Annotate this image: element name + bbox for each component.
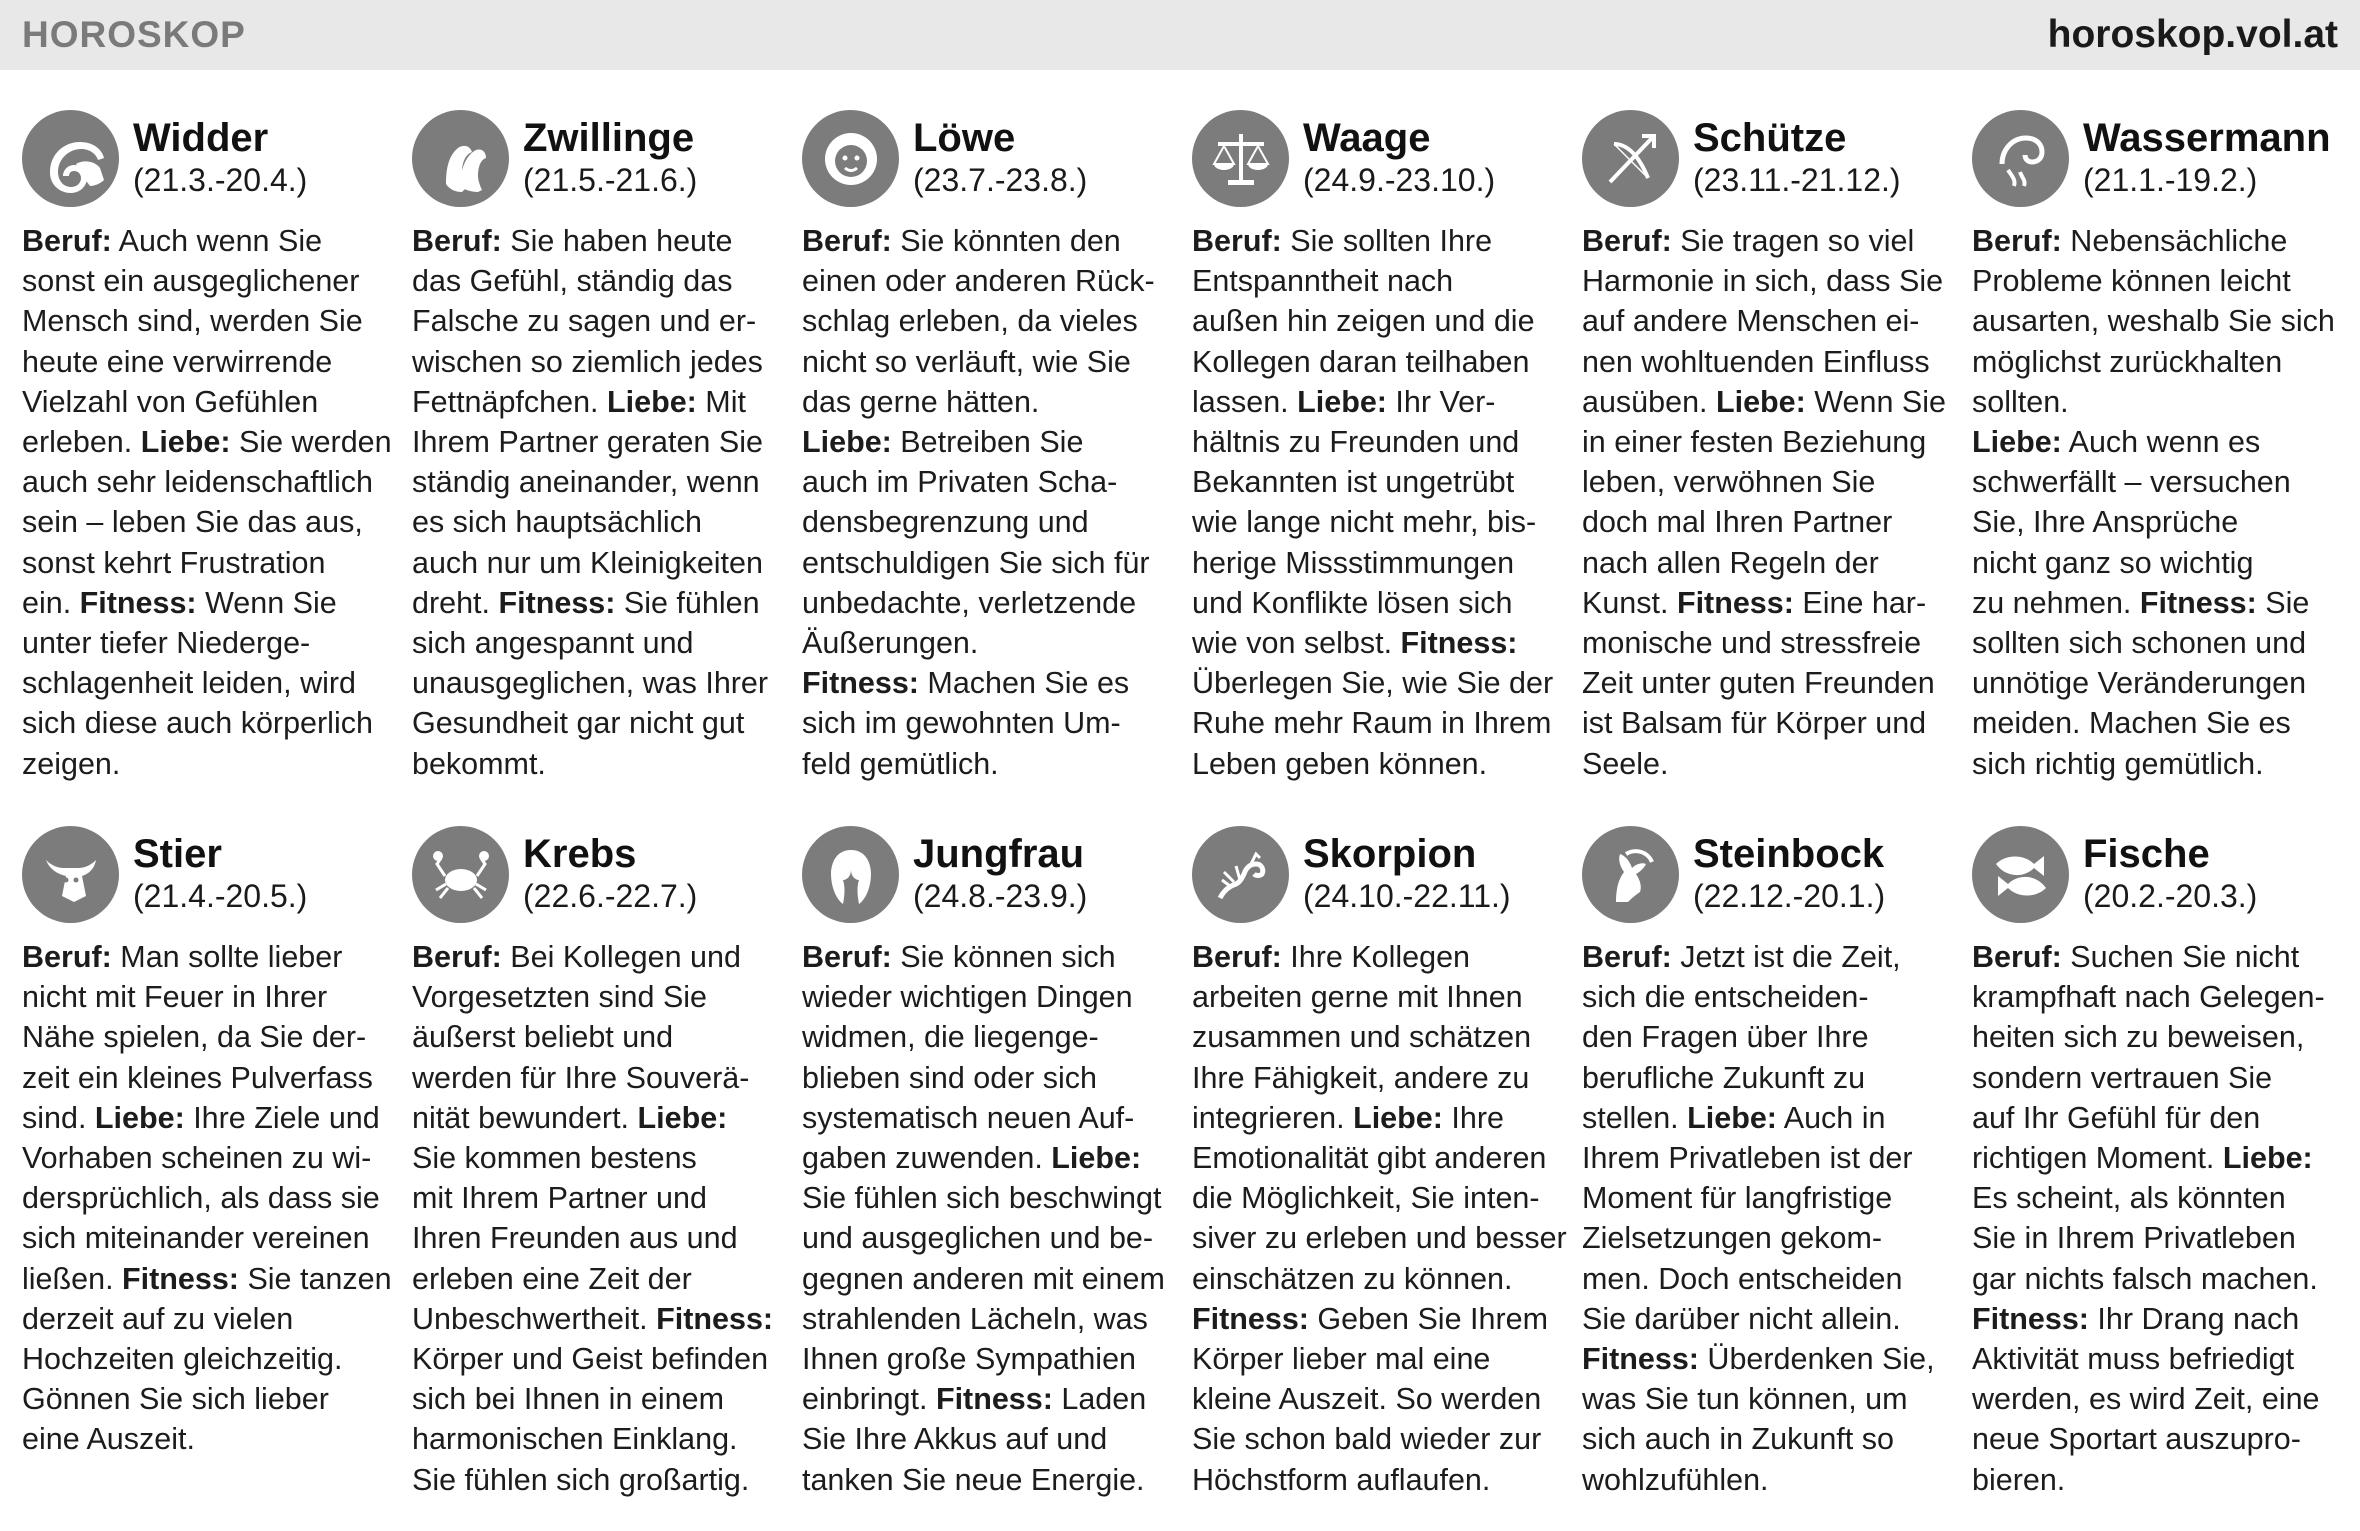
- text-line: sich die entscheiden-: [1582, 980, 1869, 1015]
- text-line: Sie in Ihrem Privatleben: [1972, 1221, 2296, 1256]
- text-line: Fettnäpfchen. Liebe: Mit: [412, 384, 746, 419]
- twins-icon: [412, 110, 509, 207]
- text-line: Körper lieber mal eine: [1192, 1342, 1491, 1377]
- text-line: und Konflikte lösen sich: [1192, 585, 1513, 620]
- sign-name: Krebs: [523, 832, 637, 876]
- text-line: einschätzen zu können.: [1192, 1261, 1513, 1296]
- text-line: auf Ihr Gefühl für den: [1972, 1100, 2261, 1135]
- text-line: Sie fühlen sich großartig.: [412, 1462, 750, 1497]
- text-line: lassen. Liebe: Ihr Ver-: [1192, 384, 1496, 419]
- ram-icon: [22, 110, 119, 207]
- sign-header: [22, 826, 390, 931]
- sign-dates: (20.2.-20.3.): [2083, 878, 2258, 914]
- text-line: Sie fühlen sich beschwingt: [802, 1181, 1162, 1216]
- sign-jungfrau: [802, 826, 1170, 1500]
- text-line: den Fragen über Ihre: [1582, 1020, 1869, 1055]
- section-label: Liebe:: [802, 425, 892, 460]
- section-label: Beruf:: [1192, 940, 1282, 974]
- text-line: unter tiefer Niederge-: [22, 626, 311, 661]
- text-line: Überlegen Sie, wie Sie der: [1192, 666, 1554, 701]
- section-label: Beruf:: [1972, 224, 2062, 258]
- sign-name: Schütze: [1693, 116, 1847, 160]
- text-line: auch im Privaten Scha-: [802, 465, 1118, 500]
- text-line: Vorgesetzten sind Sie: [412, 980, 708, 1015]
- sign-name: Wassermann: [2083, 116, 2331, 160]
- text-line: harmonischen Einklang.: [412, 1422, 738, 1457]
- text-line: Seele.: [1582, 746, 1669, 781]
- section-label: Fitness:: [79, 585, 197, 620]
- sign-dates: (21.3.-20.4.): [133, 162, 308, 198]
- text-line: gegnen anderen mit einem: [802, 1261, 1165, 1296]
- text-line: Vielzahl von Gefühlen: [22, 384, 319, 419]
- section-label: Fitness:: [498, 585, 616, 620]
- text-line: sich im gewohnten Um-: [802, 706, 1121, 741]
- text-line: Ihnen große Sympathien: [802, 1342, 1137, 1377]
- sign-text: [1192, 221, 1560, 784]
- sign-header: [1192, 826, 1560, 931]
- text-line: sein – leben Sie das aus,: [22, 505, 363, 540]
- text-line: sollten sich schonen und: [1972, 626, 2307, 661]
- text-line: die Möglichkeit, Sie inten-: [1192, 1181, 1540, 1216]
- text-line: äußerst beliebt und: [412, 1020, 674, 1055]
- sign-dates: (24.9.-23.10.): [1303, 162, 1496, 198]
- sign-name: Löwe: [913, 116, 1016, 160]
- text-line: Körper und Geist befinden: [412, 1342, 769, 1377]
- text-line: Sie kommen bestens: [412, 1141, 697, 1176]
- sign-name: Skorpion: [1303, 832, 1477, 876]
- sign-dates: (22.6.-22.7.): [523, 878, 698, 914]
- section-label: Beruf:: [1192, 224, 1282, 258]
- text-line: unausgeglichen, was Ihrer: [412, 666, 769, 701]
- text-line: Beruf: Nebensächliche: [1972, 224, 2288, 258]
- text-line: zeigen.: [22, 746, 121, 781]
- sign-name: Steinbock: [1693, 832, 1885, 876]
- text-line: Fitness: Machen Sie es: [802, 666, 1130, 701]
- text-line: krampfhaft nach Gelegen-: [1972, 980, 2325, 1015]
- text-line: das Gefühl, ständig das: [412, 264, 733, 299]
- text-line: herige Missstimmungen: [1192, 545, 1515, 580]
- section-label: Fitness:: [656, 1301, 774, 1336]
- site-url[interactable]: horoskop.vol.at: [2047, 13, 2338, 56]
- text-line: Beruf: Sie können sich: [802, 940, 1116, 974]
- text-line: nicht ganz so wichtig: [1972, 545, 2254, 580]
- text-line: erleben. Liebe: Sie werden: [22, 425, 392, 460]
- text-line: Harmonie in sich, dass Sie: [1582, 264, 1944, 299]
- text-line: Moment für langfristige: [1582, 1181, 1893, 1216]
- sign-titles: [2083, 110, 2331, 200]
- text-line: Höchstform auflaufen.: [1192, 1462, 1491, 1497]
- text-line: monische und stressfreie: [1582, 626, 1922, 661]
- text-line: unbedachte, verletzende: [802, 585, 1137, 620]
- text-line: Es scheint, als könnten: [1972, 1181, 2286, 1216]
- fish-icon: [1972, 826, 2069, 923]
- sign-fische: [1972, 826, 2340, 1500]
- text-line: Beruf: Man sollte lieber: [22, 940, 343, 974]
- section-label: Beruf:: [1582, 940, 1672, 974]
- text-line: Bekannten ist ungetrübt: [1192, 465, 1515, 500]
- sign-widder: [22, 110, 390, 784]
- text-line: in einer festen Beziehung: [1582, 425, 1927, 460]
- sign-text: [22, 221, 390, 784]
- section-label: Beruf:: [412, 224, 502, 258]
- section-label: Liebe:: [140, 425, 231, 460]
- sign-zwillinge: [412, 110, 780, 784]
- text-line: Ihre Fähigkeit, andere zu: [1192, 1060, 1530, 1095]
- sign-stier: [22, 826, 390, 1460]
- text-line: densbegrenzung und: [802, 505, 1089, 540]
- text-line: einbringt. Fitness: Laden: [802, 1382, 1147, 1417]
- text-line: nen wohltuenden Einfluss: [1582, 344, 1930, 379]
- text-line: berufliche Zukunft zu: [1582, 1060, 1866, 1095]
- text-line: ständig aneinander, wenn: [412, 465, 760, 500]
- sign-header: [412, 110, 780, 215]
- text-line: Fitness: Überdenken Sie,: [1582, 1342, 1935, 1377]
- text-line: auch sehr leidenschaftlich: [22, 465, 373, 500]
- text-line: bieren.: [1972, 1462, 2066, 1497]
- section-label: Fitness:: [1582, 1342, 1699, 1377]
- text-line: schlag erleben, da vieles: [802, 304, 1138, 339]
- sign-titles: [133, 826, 307, 916]
- text-line: Liebe: Auch wenn es: [1972, 425, 2261, 460]
- sign-text: [1972, 937, 2340, 1500]
- sign-titles: [1303, 110, 1495, 200]
- text-line: werden, es wird Zeit, eine: [1972, 1382, 2320, 1417]
- section-label: Fitness:: [1400, 626, 1518, 661]
- text-line: Beruf: Sie haben heute: [412, 224, 733, 258]
- sign-text: [1972, 221, 2340, 784]
- sign-text: [22, 937, 390, 1460]
- sign-titles: [523, 110, 697, 200]
- text-line: Ihrem Partner geraten Sie: [412, 425, 763, 460]
- text-line: wie von selbst. Fitness:: [1192, 626, 1518, 661]
- text-line: Gesundheit gar nicht gut: [412, 706, 745, 741]
- section-label: Liebe:: [607, 384, 697, 419]
- text-line: Beruf: Ihre Kollegen: [1192, 940, 1471, 974]
- sign-header: [412, 826, 780, 931]
- text-line: Ihrem Privatleben ist der: [1582, 1141, 1913, 1176]
- sign-titles: [913, 110, 1087, 200]
- sign-header: [1972, 826, 2340, 931]
- text-line: integrieren. Liebe: Ihre: [1192, 1100, 1504, 1135]
- text-line: Kunst. Fitness: Eine har-: [1582, 585, 1927, 620]
- text-line: Vorhaben scheinen zu wi-: [22, 1141, 372, 1176]
- text-line: Zielsetzungen gekom-: [1582, 1221, 1883, 1256]
- water-bearer-icon: [1972, 110, 2069, 207]
- text-line: dreht. Fitness: Sie fühlen: [412, 585, 760, 620]
- text-line: zeit ein kleines Pulverfass: [22, 1060, 373, 1095]
- text-line: strahlenden Lächeln, was: [802, 1301, 1148, 1336]
- text-line: eine Auszeit.: [22, 1422, 195, 1457]
- section-label: Liebe:: [637, 1100, 728, 1135]
- sign-dates: (22.12.-20.1.): [1693, 878, 1886, 914]
- text-line: Kollegen daran teilhaben: [1192, 344, 1530, 379]
- text-line: unnötige Veränderungen: [1972, 666, 2307, 701]
- text-line: siver zu erleben und besser: [1192, 1221, 1567, 1256]
- text-line: systematisch neuen Auf-: [802, 1100, 1135, 1135]
- text-line: nicht mit Feuer in Ihrer: [22, 980, 328, 1015]
- section-label: Beruf:: [1582, 224, 1672, 258]
- sign-titles: [1303, 826, 1511, 916]
- text-line: wohlzufühlen.: [1582, 1462, 1769, 1497]
- text-line: werden für Ihre Souverä-: [412, 1060, 750, 1095]
- text-line: heute eine verwirrende: [22, 344, 333, 379]
- text-line: auch nur um Kleinigkeiten: [412, 545, 763, 580]
- section-label: Liebe:: [1972, 425, 2062, 460]
- text-line: Zeit unter guten Freunden: [1582, 666, 1935, 701]
- sign-name: Widder: [133, 116, 269, 160]
- section-label: Beruf:: [22, 224, 112, 258]
- text-line: sich auch in Zukunft so: [1582, 1422, 1894, 1457]
- sign-name: Stier: [133, 832, 222, 876]
- text-line: stellen. Liebe: Auch in: [1582, 1100, 1886, 1135]
- sign-header: [1582, 110, 1950, 215]
- archer-icon: [1582, 110, 1679, 207]
- sign-titles: [1693, 110, 1901, 200]
- text-line: nicht so verläuft, wie Sie: [802, 344, 1131, 379]
- text-line: feld gemütlich.: [802, 746, 999, 781]
- sign-dates: (21.5.-21.6.): [523, 162, 698, 198]
- section-label: Fitness:: [1972, 1301, 2089, 1336]
- text-line: ausarten, weshalb Sie sich: [1972, 304, 2335, 339]
- section-label: Beruf:: [802, 224, 892, 258]
- sign-header: [1192, 110, 1560, 215]
- text-line: men. Doch entscheiden: [1582, 1261, 1903, 1296]
- text-line: und ausgeglichen und be-: [802, 1221, 1154, 1256]
- text-line: Ruhe mehr Raum in Ihrem: [1192, 706, 1552, 741]
- text-line: sich diese auch körperlich: [22, 706, 373, 741]
- text-line: schlagenheit leiden, wird: [22, 666, 357, 701]
- sign-dates: (24.8.-23.9.): [913, 878, 1088, 914]
- sign-text: [802, 937, 1170, 1500]
- text-line: was Sie tun können, um: [1582, 1382, 1908, 1417]
- text-line: doch mal Ihren Partner: [1582, 505, 1893, 540]
- sign-loewe: [802, 110, 1170, 784]
- section-label: Liebe:: [1051, 1141, 1142, 1176]
- text-line: Beruf: Suchen Sie nicht: [1972, 940, 2300, 974]
- text-line: Ihren Freunden aus und: [412, 1221, 738, 1256]
- text-line: schwerfällt – versuchen: [1972, 465, 2291, 500]
- sign-dates: (23.7.-23.8.): [913, 162, 1088, 198]
- sign-titles: [913, 826, 1087, 916]
- sign-header: [802, 110, 1170, 215]
- text-line: gar nichts falsch machen.: [1972, 1261, 2318, 1296]
- section-label: Beruf:: [22, 940, 112, 974]
- sign-titles: [133, 110, 307, 200]
- text-line: einen oder anderen Rück-: [802, 264, 1155, 299]
- text-line: Unbeschwertheit. Fitness:: [412, 1301, 774, 1336]
- text-line: heiten sich zu beweisen,: [1972, 1020, 2305, 1055]
- bull-icon: [22, 826, 119, 923]
- section-label: Fitness:: [2139, 585, 2257, 620]
- capricorn-icon: [1582, 826, 1679, 923]
- text-line: Beruf: Sie könnten den: [802, 224, 1121, 258]
- text-line: erleben eine Zeit der: [412, 1261, 692, 1296]
- sign-text: [412, 937, 780, 1500]
- text-line: nität bewundert. Liebe:: [412, 1100, 728, 1135]
- text-line: Hochzeiten gleichzeitig.: [22, 1342, 343, 1377]
- text-line: tanken Sie neue Energie.: [802, 1462, 1145, 1497]
- sign-steinbock: [1582, 826, 1950, 1500]
- text-line: das gerne hätten.: [802, 384, 1040, 419]
- sign-header: [1972, 110, 2340, 215]
- text-line: Emotionalität gibt anderen: [1192, 1141, 1547, 1176]
- text-line: wie lange nicht mehr, bis-: [1192, 505, 1537, 540]
- sign-text: [1582, 221, 1950, 784]
- text-line: sonst kehrt Frustration: [22, 545, 326, 580]
- sign-name: Fische: [2083, 832, 2210, 876]
- text-line: Entspanntheit nach: [1192, 264, 1454, 299]
- text-line: Fitness: Geben Sie Ihrem: [1192, 1301, 1548, 1336]
- text-line: Leben geben können.: [1192, 746, 1488, 781]
- virgin-icon: [802, 826, 899, 923]
- sign-wassermann: [1972, 110, 2340, 784]
- text-line: entschuldigen Sie sich für: [802, 545, 1150, 580]
- text-line: Beruf: Sie tragen so viel: [1582, 224, 1915, 258]
- sign-dates: (21.1.-19.2.): [2083, 162, 2258, 198]
- lion-icon: [802, 110, 899, 207]
- sign-waage: [1192, 110, 1560, 784]
- text-line: sich angespannt und: [412, 626, 694, 661]
- sign-dates: (21.4.-20.5.): [133, 878, 308, 914]
- text-line: dersprüchlich, als dass sie: [22, 1181, 380, 1216]
- sign-text: [412, 221, 780, 784]
- section-label: Liebe:: [2222, 1141, 2313, 1176]
- text-line: wischen so ziemlich jedes: [412, 344, 763, 379]
- section-label: Fitness:: [1676, 585, 1794, 620]
- text-line: sich miteinander vereinen: [22, 1221, 370, 1256]
- section-label: Fitness:: [935, 1382, 1053, 1417]
- section-label: Beruf:: [1972, 940, 2062, 974]
- text-line: hältnis zu Freunden und: [1192, 425, 1520, 460]
- text-line: derzeit auf zu vielen: [22, 1301, 294, 1336]
- section-label: Fitness:: [1192, 1301, 1309, 1336]
- sign-text: [802, 221, 1170, 784]
- text-line: gaben zuwenden. Liebe:: [802, 1141, 1142, 1176]
- text-line: sich bei Ihnen in einem: [412, 1382, 724, 1417]
- text-line: Sie darüber nicht allein.: [1582, 1301, 1901, 1336]
- sign-titles: [2083, 826, 2257, 916]
- text-line: ließen. Fitness: Sie tanzen: [22, 1261, 392, 1296]
- text-line: sonst ein ausgeglichener: [22, 264, 360, 299]
- sign-header: [22, 110, 390, 215]
- crab-icon: [412, 826, 509, 923]
- text-line: ein. Fitness: Wenn Sie: [22, 585, 337, 620]
- section-label: Liebe:: [1687, 1100, 1777, 1135]
- section-label: Liebe:: [1715, 384, 1806, 419]
- section-label: Fitness:: [122, 1261, 239, 1296]
- sign-titles: [1693, 826, 1885, 916]
- text-line: blieben sind oder sich: [802, 1060, 1098, 1095]
- text-line: nach allen Regeln der: [1582, 545, 1879, 580]
- text-line: Beruf: Auch wenn Sie: [22, 224, 323, 258]
- section-label: Liebe:: [1297, 384, 1387, 419]
- sign-name: Jungfrau: [913, 832, 1085, 876]
- sign-skorpion: [1192, 826, 1567, 1500]
- text-line: Aktivität muss befriedigt: [1972, 1342, 2295, 1377]
- sign-schuetze: [1582, 110, 1950, 784]
- sign-text: [1192, 937, 1567, 1500]
- text-line: Falsche zu sagen und er-: [412, 304, 757, 339]
- sign-text: [1582, 937, 1950, 1500]
- sign-header: [1582, 826, 1950, 931]
- text-line: Beruf: Bei Kollegen und: [412, 940, 741, 974]
- text-line: möglichst zurückhalten: [1972, 344, 2283, 379]
- text-line: Gönnen Sie sich lieber: [22, 1382, 329, 1417]
- text-line: Nähe spielen, da Sie der-: [22, 1020, 367, 1055]
- text-line: zu nehmen. Fitness: Sie: [1972, 585, 2310, 620]
- text-line: meiden. Machen Sie es: [1972, 706, 2291, 741]
- text-line: mit Ihrem Partner und: [412, 1181, 707, 1216]
- text-line: bekommt.: [412, 746, 546, 781]
- sign-name: Waage: [1303, 116, 1431, 160]
- text-line: Beruf: Sie sollten Ihre: [1192, 224, 1493, 258]
- section-label: Beruf:: [412, 940, 502, 974]
- sign-krebs: [412, 826, 780, 1500]
- text-line: Mensch sind, werden Sie: [22, 304, 363, 339]
- section-label: Beruf:: [802, 940, 892, 974]
- sign-name: Zwillinge: [523, 116, 695, 160]
- text-line: ausüben. Liebe: Wenn Sie: [1582, 384, 1946, 419]
- scorpion-icon: [1192, 826, 1289, 923]
- text-line: richtigen Moment. Liebe:: [1972, 1141, 2313, 1176]
- text-line: zusammen und schätzen: [1192, 1020, 1532, 1055]
- text-line: Sie, Ihre Ansprüche: [1972, 505, 2239, 540]
- page-title: HOROSKOP: [22, 14, 246, 55]
- text-line: wieder wichtigen Dingen: [802, 980, 1133, 1015]
- text-line: außen hin zeigen und die: [1192, 304, 1535, 339]
- text-line: Sie schon bald wieder zur: [1192, 1422, 1542, 1457]
- text-line: ist Balsam für Körper und: [1582, 706, 1927, 741]
- sign-dates: (23.11.-21.12.): [1693, 162, 1901, 198]
- sign-titles: [523, 826, 697, 916]
- text-line: arbeiten gerne mit Ihnen: [1192, 980, 1523, 1015]
- text-line: widmen, die liegenge-: [802, 1020, 1099, 1055]
- scales-icon: [1192, 110, 1289, 207]
- text-line: kleine Auszeit. So werden: [1192, 1382, 1542, 1417]
- sign-header: [802, 826, 1170, 931]
- text-line: Probleme können leicht: [1972, 264, 2291, 299]
- sign-dates: (24.10.-22.11.): [1303, 878, 1511, 914]
- text-line: neue Sportart auszupro-: [1972, 1422, 2301, 1457]
- text-line: Sie Ihre Akkus auf und: [802, 1422, 1108, 1457]
- text-line: Beruf: Jetzt ist die Zeit,: [1582, 940, 1901, 974]
- text-line: Äußerungen.: [802, 626, 979, 661]
- text-line: sollten.: [1972, 384, 2069, 419]
- section-label: Liebe:: [94, 1100, 185, 1135]
- text-line: Liebe: Betreiben Sie: [802, 425, 1084, 460]
- section-label: Liebe:: [1353, 1100, 1443, 1135]
- text-line: es sich hauptsächlich: [412, 505, 702, 540]
- text-line: auf andere Menschen ei-: [1582, 304, 1920, 339]
- text-line: sich richtig gemütlich.: [1972, 746, 2264, 781]
- section-label: Fitness:: [802, 666, 919, 701]
- page-header: [0, 0, 2360, 70]
- text-line: leben, verwöhnen Sie: [1582, 465, 1876, 500]
- text-line: sondern vertrauen Sie: [1972, 1060, 2273, 1095]
- text-line: sind. Liebe: Ihre Ziele und: [22, 1100, 380, 1135]
- text-line: Fitness: Ihr Drang nach: [1972, 1301, 2300, 1336]
